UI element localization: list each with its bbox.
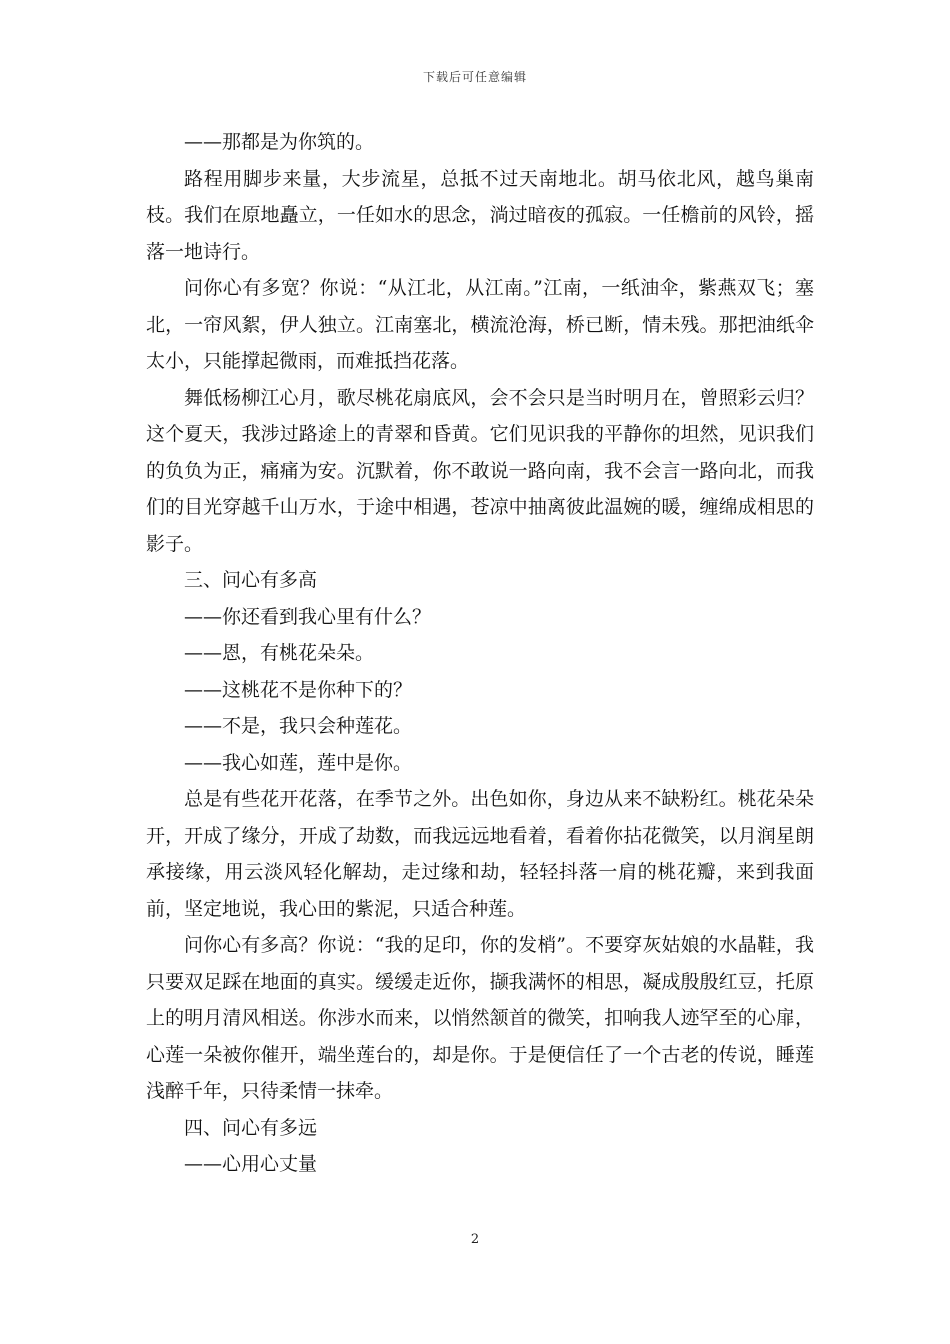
dialogue-line: ——你还看到我心里有什么？: [184, 605, 432, 628]
page-header-watermark: 下载后可任意编辑: [422, 70, 527, 84]
page-number: 2: [470, 1232, 480, 1247]
dialogue-line: ——不是，我只会种莲花。: [184, 715, 413, 737]
section-heading: 四、问心有多远: [184, 1116, 318, 1139]
paragraph: 路程用脚步来量，大步流星，总抵不过天南地北。胡马依北风，越鸟巢南枝。我们在原地矗立，一任如水的思念，淌过暗夜的孤寂。一任檐前的风铃，摇落一地诗行。: [146, 167, 814, 263]
paragraph: 总是有些花开花落，在季节之外。出色如你，身边从来不缺粉红。桃花朵朵开，开成了缘分，开成了劫数，而我远远地看着，看着你拈花微笑，以月润星朗承接缘，用云淡风轻化解劫，走过缘和劫，轻轻抖落一肩的桃花瓣，来到我面前，坚定地说，我心田的紫泥，只适合种莲。: [146, 788, 814, 920]
paragraph: ——那都是为你筑的。: [184, 131, 375, 153]
dialogue-line: ——我心如莲，莲中是你。: [184, 751, 413, 774]
paragraph: 舞低杨柳江心月，歌尽桃花扇底风，会不会只是当时明月在，曾照彩云归？这个夏天，我涉过路途上的青翠和昏黄。它们见识我的平静你的坦然，见识我们的负负为正，痛痛为安。沉默着，你不敢说一路向南，我不会言一路向北，而我们的目光穿越千山万水，于途中相遇，苍凉中抽离彼此温婉的暖，缠绵成相思的影子。: [146, 386, 814, 555]
dialogue-line: ——这桃花不是你种下的？: [184, 678, 413, 701]
paragraph: 问你心有多宽？你说：“从江北，从江南。”江南，一纸油伞，紫燕双飞；塞北，一帘风絮，伊人独立。江南塞北，横流沧海，桥已断，情未残。那把油纸伞太小，只能撑起微雨，而难抵挡花落。: [146, 277, 814, 372]
paragraph: 问你心有多高？你说：“我的足印，你的发梢”。不要穿灰姑娘的水晶鞋，我只要双足踩在地面的真实。缓缓走近你，撷我满怀的相思，凝成殷殷红豆，托原上的明月清风相送。你涉水而来，以悄然颔首的微笑，扣响我人迹罕至的心扉，心莲一朵被你催开，端坐莲台的，却是你。于是便信任了一个古老的传说，睡莲浅醉千年，只待柔情一抹牵。: [146, 934, 814, 1102]
dialogue-line: ——恩，有桃花朵朵。: [184, 642, 375, 664]
section-heading: 三、问心有多高: [184, 569, 318, 591]
dialogue-line: ——心用心丈量: [184, 1153, 318, 1175]
document-body: [146, 124, 814, 1183]
